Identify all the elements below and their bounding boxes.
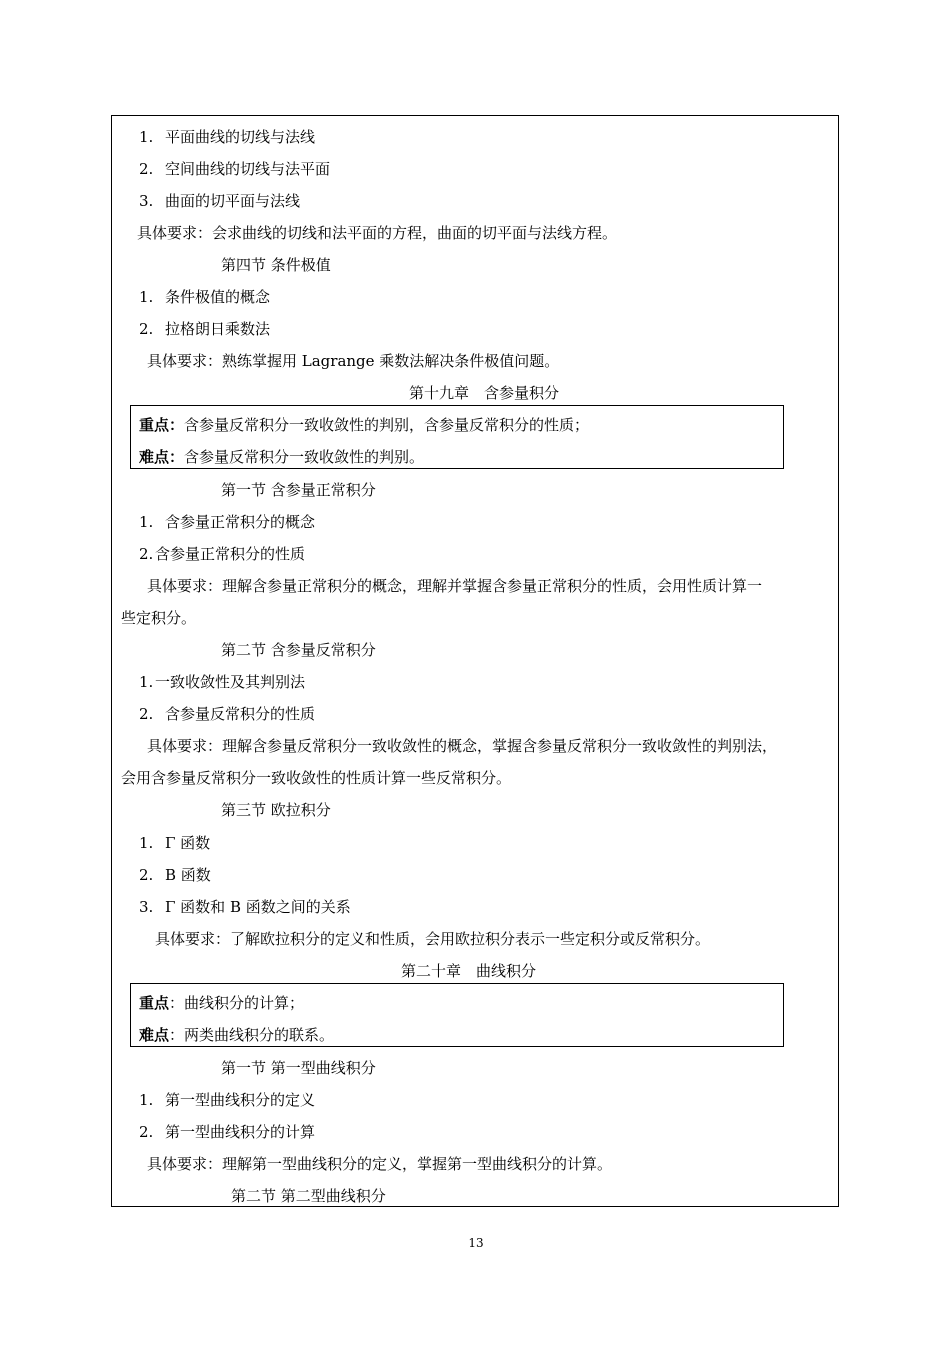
key-points-box [130, 405, 784, 469]
list-item: 1. Γ 函数 [139, 834, 211, 852]
page-number: 13 [468, 1236, 484, 1250]
list-item: 1. 第一型曲线积分的定义 [139, 1091, 316, 1109]
list-item: 3. 曲面的切平面与法线 [139, 192, 301, 210]
requirement-text: 会用含参量反常积分一致收敛性的性质计算一些反常积分。 [121, 769, 512, 787]
section-title: 第一节 第一型曲线积分 [221, 1059, 376, 1077]
requirement-text: 具体要求：熟练掌握用 Lagrange 乘数法解决条件极值问题。 [147, 352, 560, 370]
list-item: 2. B 函数 [139, 866, 211, 884]
requirement-text: 具体要求：理解第一型曲线积分的定义，掌握第一型曲线积分的计算。 [147, 1155, 613, 1173]
difficulty-line: 难点：含参量反常积分一致收敛性的判别。 [139, 448, 425, 466]
requirement-text: 具体要求：会求曲线的切线和法平面的方程，曲面的切平面与法线方程。 [137, 224, 618, 242]
section-title: 第二节 含参量反常积分 [221, 641, 376, 659]
list-item: 1. 一致收敛性及其判别法 [139, 673, 306, 691]
section-title: 第四节 条件极值 [221, 256, 331, 274]
section-title: 第二节 第二型曲线积分 [231, 1187, 386, 1205]
difficulty-line: 难点：两类曲线积分的联系。 [139, 1026, 335, 1044]
chapter-title: 第二十章 曲线积分 [401, 962, 537, 980]
key-point-line: 重点：含参量反常积分一致收敛性的判别，含参量反常积分的性质； [139, 416, 590, 434]
difficulty-label: 难点 [139, 1026, 170, 1044]
list-item: 2. 第一型曲线积分的计算 [139, 1123, 316, 1141]
list-item: 1. 条件极值的概念 [139, 288, 271, 306]
list-item: 2. 含参量正常积分的性质 [139, 545, 306, 563]
key-label: 重点 [139, 994, 170, 1012]
requirement-text: 具体要求：理解含参量正常积分的概念，理解并掌握含参量正常积分的性质，会用性质计算一 [147, 577, 763, 595]
section-title: 第三节 欧拉积分 [221, 801, 331, 819]
list-item: 2. 空间曲线的切线与法平面 [139, 160, 331, 178]
requirement-text: 具体要求：理解含参量反常积分一致收敛性的概念，掌握含参量反常积分一致收敛性的判别法， [147, 737, 778, 755]
chapter-title: 第十九章 含参量积分 [409, 384, 560, 402]
key-label: 重点： [139, 416, 185, 434]
list-item: 2. 拉格朗日乘数法 [139, 320, 271, 338]
list-item: 2. 含参量反常积分的性质 [139, 705, 316, 723]
requirement-text: 具体要求：了解欧拉积分的定义和性质，会用欧拉积分表示一些定积分或反常积分。 [155, 930, 711, 948]
key-point-line: 重点：曲线积分的计算； [139, 994, 305, 1012]
section-title: 第一节 含参量正常积分 [221, 481, 376, 499]
list-item: 3. Γ 函数和 B 函数之间的关系 [139, 898, 351, 916]
difficulty-label: 难点： [139, 448, 185, 466]
list-item: 1. 平面曲线的切线与法线 [139, 128, 316, 146]
key-points-box [130, 983, 784, 1047]
requirement-text: 些定积分。 [121, 609, 197, 627]
list-item: 1. 含参量正常积分的概念 [139, 513, 316, 531]
